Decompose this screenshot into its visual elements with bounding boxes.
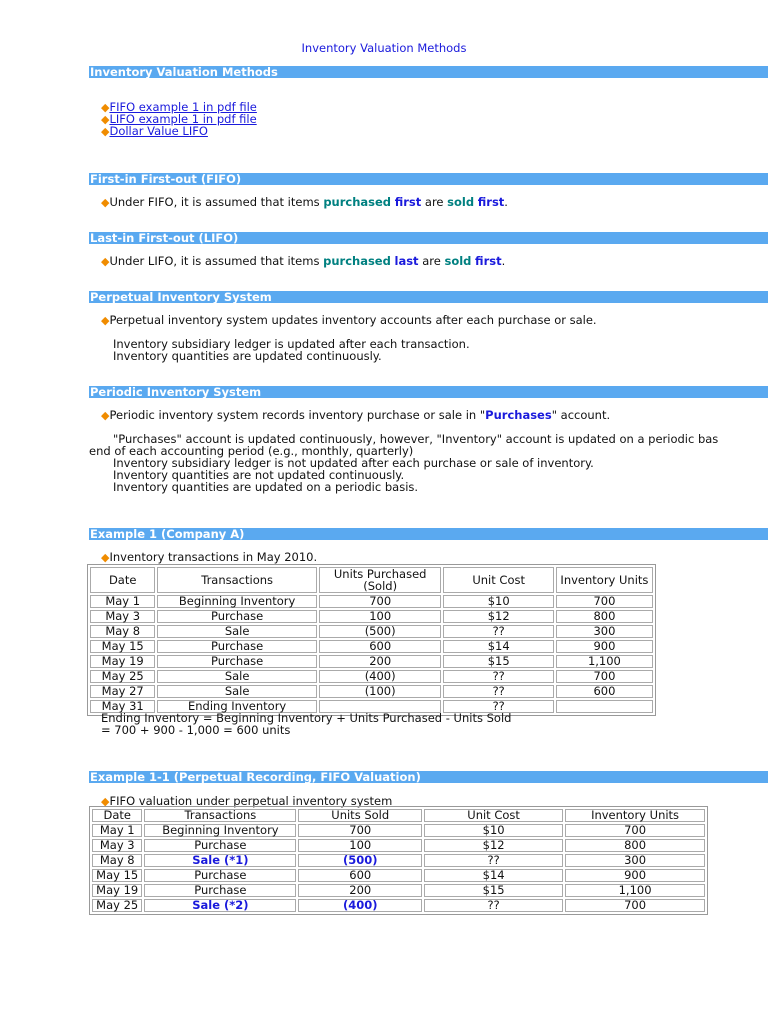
col-header-transactions: Transactions [144, 809, 296, 822]
section-header-periodic: Periodic Inventory System [89, 386, 768, 398]
bullet-diamond-icon: ◆ [101, 551, 110, 564]
cell-inventory-units: 1,100 [556, 655, 653, 668]
table-header-row [92, 809, 705, 822]
cell-transaction: Purchase [157, 640, 316, 653]
link-item [101, 125, 208, 138]
col-header-inventory-units: Inventory Units [556, 567, 653, 593]
cell-inventory-units: 700 [565, 824, 705, 837]
col-header-unit-cost: Unit Cost [424, 809, 563, 822]
cell-transaction: Sale [157, 625, 316, 638]
cell-units: (500) [319, 625, 442, 638]
periodic-line: Inventory subsidiary ledger is not updated after each purchase or sale of inventory. [113, 456, 594, 470]
cell-date: May 3 [90, 610, 155, 623]
cell-inventory-units: 600 [556, 685, 653, 698]
cell-units: 600 [298, 869, 422, 882]
cell-unit-cost: ?? [424, 854, 563, 867]
fifo-description: ◆Under FIFO, it is assumed that items purchased first are sold first. [101, 195, 508, 209]
table-row [90, 625, 653, 638]
bullet-diamond-icon: ◆ [101, 196, 110, 209]
table-row [92, 869, 705, 882]
cell-units: 200 [298, 884, 422, 897]
fifo-pdf-link[interactable]: FIFO example 1 in pdf file [109, 100, 257, 114]
cell-transaction: Sale (*1) [144, 854, 296, 867]
bullet-diamond-icon: ◆ [101, 255, 110, 268]
table-row [90, 685, 653, 698]
perpetual-line: Inventory subsidiary ledger is updated after each transaction. [113, 337, 470, 351]
cell-date: May 19 [92, 884, 142, 897]
ending-inventory-formula: Ending Inventory = Beginning Inventory + Units Purchased - Units Sold [101, 711, 512, 725]
dollar-value-lifo-link[interactable]: Dollar Value LIFO [109, 124, 208, 138]
cell-units: 600 [319, 640, 442, 653]
cell-inventory-units: 700 [556, 670, 653, 683]
cell-inventory-units: 300 [556, 625, 653, 638]
cell-units: (500) [298, 854, 422, 867]
section-header-perpetual: Perpetual Inventory System [89, 291, 768, 303]
table-row [92, 824, 705, 837]
cell-transaction: Purchase [144, 869, 296, 882]
cell-unit-cost: ?? [443, 700, 553, 713]
periodic-bullet: ◆Periodic inventory system records inventory purchase or sale in "Purchases" account. [101, 408, 611, 422]
cell-transaction: Purchase [144, 884, 296, 897]
col-header-inventory-units: Inventory Units [565, 809, 705, 822]
cell-inventory-units: 700 [556, 595, 653, 608]
ending-inventory-result: = 700 + 900 - 1,000 = 600 units [101, 723, 291, 737]
cell-units: (400) [298, 899, 422, 912]
section-header-example1-1: Example 1-1 (Perpetual Recording, FIFO Valuation) [89, 771, 768, 783]
cell-transaction: Sale [157, 670, 316, 683]
cell-inventory-units: 1,100 [565, 884, 705, 897]
table-row [90, 640, 653, 653]
periodic-line: Inventory quantities are updated on a periodic basis. [113, 480, 419, 494]
perpetual-line: Inventory quantities are updated continuously. [113, 349, 382, 363]
table-row [92, 839, 705, 852]
cell-units: (100) [319, 685, 442, 698]
col-header-units-purchased: Units Purchased (Sold) [319, 567, 442, 593]
table-row [90, 595, 653, 608]
cell-units: 200 [319, 655, 442, 668]
periodic-line: Inventory quantities are not updated continuously. [113, 468, 405, 482]
cell-date: May 27 [90, 685, 155, 698]
example1-bullet: ◆Inventory transactions in May 2010. [101, 550, 318, 564]
cell-units: 100 [298, 839, 422, 852]
bullet-diamond-icon: ◆ [101, 101, 110, 114]
cell-inventory-units: 800 [556, 610, 653, 623]
table-row [92, 884, 705, 897]
cell-date: May 19 [90, 655, 155, 668]
lifo-pdf-link[interactable]: LIFO example 1 in pdf file [109, 112, 257, 126]
cell-inventory-units: 900 [556, 640, 653, 653]
col-header-units-sold: Units Sold [298, 809, 422, 822]
cell-units: (400) [319, 670, 442, 683]
table-row [90, 655, 653, 668]
cell-date: May 1 [92, 824, 142, 837]
cell-transaction: Sale [157, 685, 316, 698]
section-header-fifo: First-in First-out (FIFO) [89, 173, 768, 185]
section-header-methods: Inventory Valuation Methods [89, 66, 768, 78]
cell-date: May 15 [90, 640, 155, 653]
table-row [92, 899, 705, 912]
cell-date: May 8 [92, 854, 142, 867]
cell-transaction: Purchase [157, 610, 316, 623]
periodic-line: end of each accounting period (e.g., monthly, quarterly) [89, 444, 414, 458]
bullet-diamond-icon: ◆ [101, 113, 110, 126]
cell-unit-cost: ?? [443, 670, 553, 683]
cell-date: May 15 [92, 869, 142, 882]
cell-unit-cost: $12 [424, 839, 563, 852]
cell-date: May 25 [90, 670, 155, 683]
cell-unit-cost: $12 [443, 610, 553, 623]
cell-units: 100 [319, 610, 442, 623]
cell-unit-cost: $10 [424, 824, 563, 837]
cell-transaction: Purchase [144, 839, 296, 852]
cell-inventory-units [556, 700, 653, 713]
col-header-unit-cost: Unit Cost [443, 567, 553, 593]
cell-inventory-units: 300 [565, 854, 705, 867]
cell-date: May 3 [92, 839, 142, 852]
bullet-diamond-icon: ◆ [101, 314, 110, 327]
periodic-line: "Purchases" account is updated continuously, however, "Inventory" account is updated on a periodic bas [113, 432, 719, 446]
table-row [90, 610, 653, 623]
perpetual-bullet: ◆Perpetual inventory system updates inventory accounts after each purchase or sale. [101, 313, 597, 327]
cell-transaction: Beginning Inventory [157, 595, 316, 608]
cell-date: May 1 [90, 595, 155, 608]
cell-inventory-units: 800 [565, 839, 705, 852]
cell-inventory-units: 900 [565, 869, 705, 882]
cell-date: May 31 [90, 700, 155, 713]
cell-unit-cost: $15 [424, 884, 563, 897]
bullet-diamond-icon: ◆ [101, 409, 110, 422]
cell-unit-cost: $10 [443, 595, 553, 608]
bullet-diamond-icon: ◆ [101, 795, 110, 808]
cell-unit-cost: ?? [443, 625, 553, 638]
page-title: Inventory Valuation Methods [301, 41, 467, 55]
cell-unit-cost: $15 [443, 655, 553, 668]
cell-units: 700 [298, 824, 422, 837]
section-header-example1: Example 1 (Company A) [89, 528, 768, 540]
col-header-date: Date [92, 809, 142, 822]
cell-transaction: Ending Inventory [157, 700, 316, 713]
cell-transaction: Sale (*2) [144, 899, 296, 912]
bullet-diamond-icon: ◆ [101, 125, 110, 138]
lifo-description: ◆Under LIFO, it is assumed that items purchased last are sold first. [101, 254, 506, 268]
cell-unit-cost: $14 [443, 640, 553, 653]
example1-table [87, 564, 656, 716]
example1-1-bullet: ◆FIFO valuation under perpetual inventory system [101, 794, 393, 808]
cell-unit-cost: ?? [424, 899, 563, 912]
cell-unit-cost: $14 [424, 869, 563, 882]
cell-transaction: Purchase [157, 655, 316, 668]
col-header-transactions: Transactions [157, 567, 316, 593]
section-header-lifo: Last-in First-out (LIFO) [89, 232, 768, 244]
cell-transaction: Beginning Inventory [144, 824, 296, 837]
cell-inventory-units: 700 [565, 899, 705, 912]
table-row [92, 854, 705, 867]
cell-date: May 8 [90, 625, 155, 638]
table-row [90, 670, 653, 683]
example1-1-table [89, 806, 708, 915]
col-header-date: Date [90, 567, 155, 593]
cell-date: May 25 [92, 899, 142, 912]
cell-unit-cost: ?? [443, 685, 553, 698]
cell-units: 700 [319, 595, 442, 608]
table-header-row [90, 567, 653, 593]
